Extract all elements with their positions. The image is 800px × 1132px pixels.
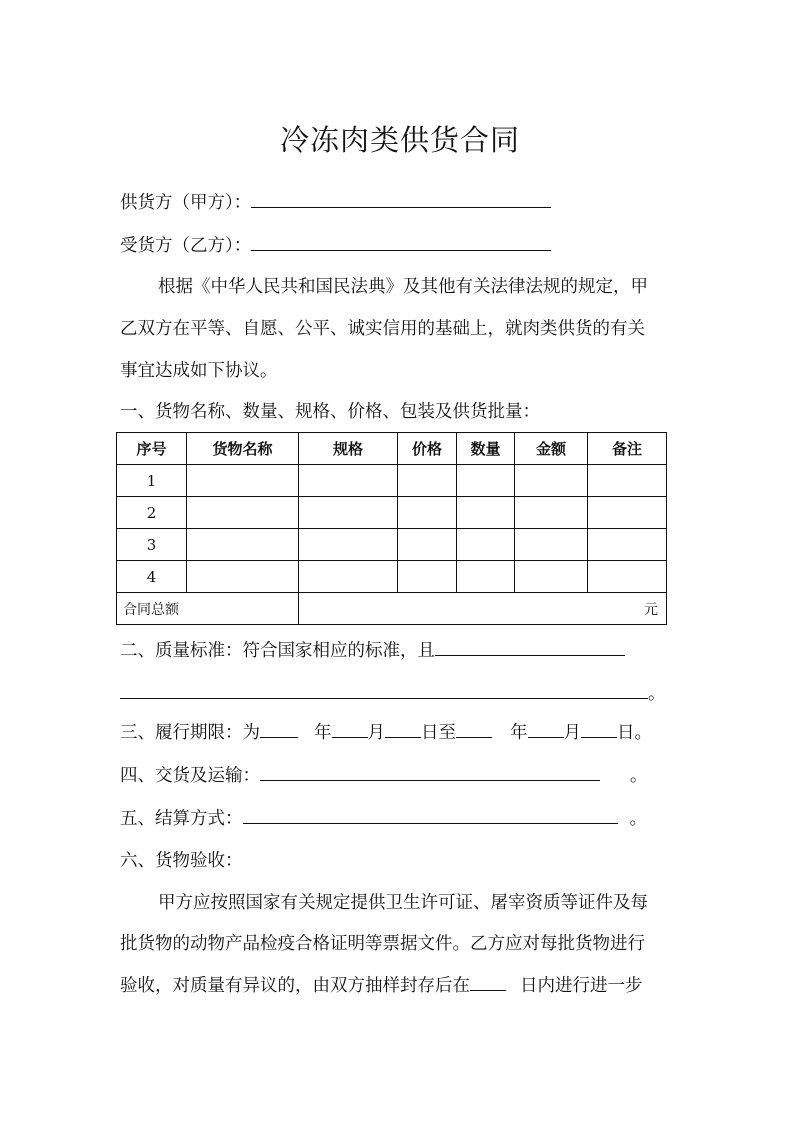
row-number: 2: [117, 497, 187, 529]
contract-title: 冷冻肉类供货合同: [279, 123, 520, 157]
cell-spec[interactable]: [299, 529, 398, 561]
section6-line-3: [120, 975, 643, 997]
goods-table: [116, 432, 667, 625]
end-year-blank[interactable]: [456, 722, 492, 738]
section2-label: 二、质量标准：符合国家相应的标准，且: [120, 641, 435, 661]
col-header-quantity: 数量: [457, 433, 515, 465]
section6-heading: 六、货物验收：: [120, 851, 243, 871]
cell-quantity[interactable]: [457, 561, 515, 593]
col-header-remarks: 备注: [588, 433, 667, 465]
cell-goods-name[interactable]: [187, 497, 299, 529]
total-label: 合同总额: [117, 593, 299, 625]
section4-end: 。: [630, 766, 648, 786]
col-header-spec: 规格: [299, 433, 398, 465]
section2-line-1: [120, 640, 625, 662]
col-header-price: 价格: [398, 433, 457, 465]
section3-label: 三、履行期限：为: [120, 723, 260, 743]
receiver-blank[interactable]: [251, 235, 551, 251]
start-day-blank[interactable]: [385, 722, 421, 738]
end-year-label: 年: [510, 723, 528, 743]
section6-line-2: 批货物的动物产品检疫合格证明等票据文件。乙方应对每批货物进行: [120, 934, 645, 954]
row-number: 4: [117, 561, 187, 593]
cell-quantity[interactable]: [457, 497, 515, 529]
supplier-blank[interactable]: [251, 192, 551, 208]
cell-amount[interactable]: [515, 497, 588, 529]
cell-price[interactable]: [398, 497, 457, 529]
section6-line-3a: 验收，对质量有异议的，由双方抽样封存后在: [120, 976, 470, 996]
cell-quantity[interactable]: [457, 529, 515, 561]
cell-spec[interactable]: [299, 561, 398, 593]
start-month-blank[interactable]: [332, 722, 368, 738]
total-row: [117, 593, 667, 625]
section5-end: 。: [629, 809, 647, 829]
cell-goods-name[interactable]: [187, 465, 299, 497]
start-year-blank[interactable]: [260, 722, 298, 738]
inspection-days-blank[interactable]: [470, 975, 506, 991]
cell-amount[interactable]: [515, 561, 588, 593]
section2-line-2: [120, 683, 666, 705]
col-header-goods-name: 货物名称: [187, 433, 299, 465]
cell-remarks[interactable]: [588, 497, 667, 529]
table-header-row: [117, 433, 667, 465]
section5-label: 五、结算方式：: [120, 809, 243, 829]
cell-remarks[interactable]: [588, 529, 667, 561]
row-number: 1: [117, 465, 187, 497]
cell-spec[interactable]: [299, 465, 398, 497]
cell-quantity[interactable]: [457, 465, 515, 497]
section5-line: [120, 808, 647, 830]
end-month-blank[interactable]: [528, 722, 564, 738]
supplier-label: 供货方（甲方）：: [120, 193, 252, 213]
cell-amount[interactable]: [515, 529, 588, 561]
supplier-line: [120, 192, 551, 214]
cell-price[interactable]: [398, 465, 457, 497]
settlement-blank[interactable]: [243, 808, 618, 824]
section2-end: 。: [648, 684, 666, 704]
table-row: [117, 529, 667, 561]
receiver-label: 受货方（乙方）：: [120, 236, 252, 256]
table-row: [117, 497, 667, 529]
section3-line: [120, 722, 652, 744]
col-header-amount: 金额: [515, 433, 588, 465]
quality-standard-blank[interactable]: [435, 640, 625, 656]
total-amount-cell[interactable]: 元: [299, 593, 667, 625]
table-row: [117, 561, 667, 593]
cell-remarks[interactable]: [588, 561, 667, 593]
table-row: [117, 465, 667, 497]
quality-standard-blank-2[interactable]: [120, 683, 648, 699]
section6-line-1: 甲方应按照国家有关规定提供卫生许可证、屠宰资质等证件及每: [158, 893, 648, 913]
delivery-blank[interactable]: [260, 765, 600, 781]
cell-remarks[interactable]: [588, 465, 667, 497]
end-month-label: 月: [563, 723, 581, 743]
end-day-label: 日。: [617, 723, 652, 743]
receiver-line: [120, 235, 551, 257]
cell-spec[interactable]: [299, 497, 398, 529]
start-day-label: 日至: [421, 723, 456, 743]
cell-goods-name[interactable]: [187, 529, 299, 561]
section4-line: [120, 765, 648, 787]
section6-line-3b: 日内进行进一步: [520, 976, 643, 996]
row-number: 3: [117, 529, 187, 561]
intro-line-2: 乙双方在平等、自愿、公平、诚实信用的基础上，就肉类供货的有关: [120, 319, 645, 339]
start-month-label: 月: [367, 723, 385, 743]
cell-price[interactable]: [398, 529, 457, 561]
intro-line-3: 事宜达成如下协议。: [120, 361, 278, 381]
cell-goods-name[interactable]: [187, 561, 299, 593]
cell-price[interactable]: [398, 561, 457, 593]
section1-heading: 一、货物名称、数量、规格、价格、包装及供货批量：: [120, 402, 540, 422]
cell-amount[interactable]: [515, 465, 588, 497]
intro-line-1: 根据《中华人民共和国民法典》及其他有关法律法规的规定，甲: [158, 277, 648, 297]
col-header-no: 序号: [117, 433, 187, 465]
section4-label: 四、交货及运输：: [120, 766, 260, 786]
start-year-label: 年: [314, 723, 332, 743]
end-day-blank[interactable]: [581, 722, 617, 738]
